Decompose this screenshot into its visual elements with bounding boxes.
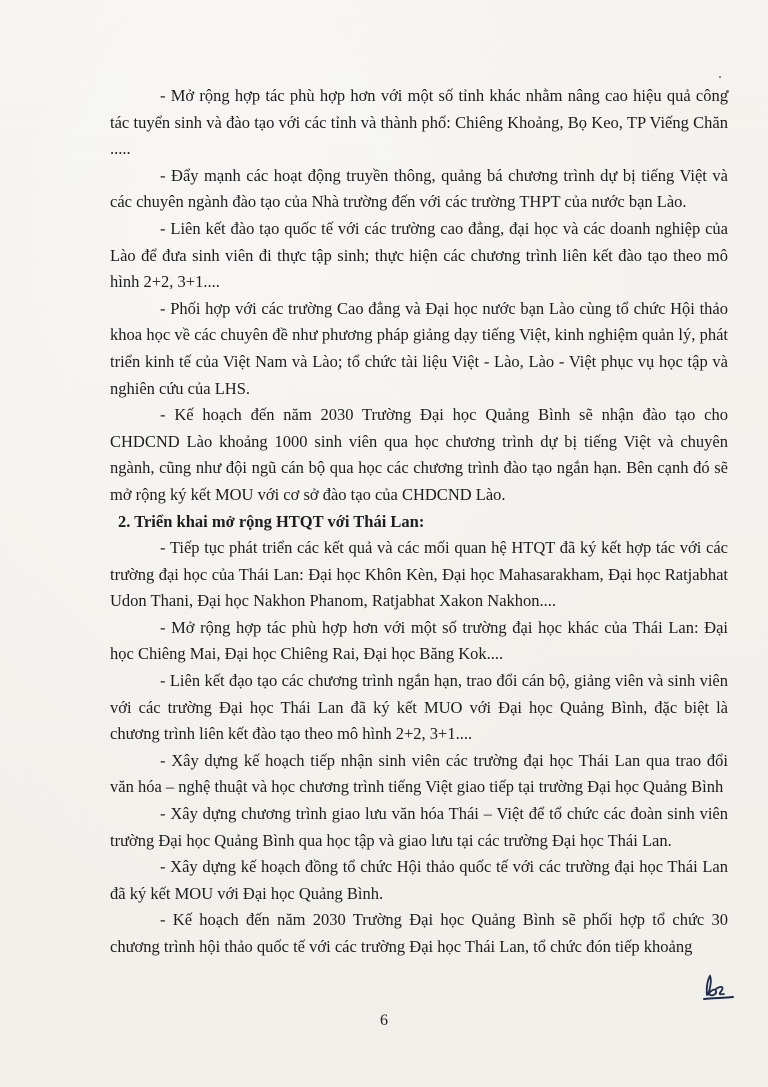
paragraph-laos-conference: - Phối hợp với các trường Cao đẳng và Đại học nước bạn Lào cùng tổ chức Hội thảo khoa học về các chuyên đề như phương pháp giảng dạy tiếng Việt, kinh nghiệm quản lý, phát triển kinh tế của Việt Nam và Lào; tổ chức tài liệu Việt - Lào, Lào - Việt phục vụ học tập và nghiên cứu của LHS. — [110, 298, 728, 398]
page-number: 6 — [380, 1012, 388, 1029]
paragraph-thailand-2030-plan: - Kế hoạch đến năm 2030 Trường Đại học Quảng Bình sẽ phối hợp tổ chức 30 chương trình hội thảo quốc tế với các trường Đại học Thái Lan, tổ chức đón tiếp khoảng — [110, 910, 728, 956]
paragraph-laos-provinces: - Mở rộng hợp tác phù hợp hơn với một số tỉnh khác nhằm nâng cao hiệu quả công tác tuyển sinh và đào tạo với các tỉnh và thành phố: Chiêng Khoảng, Bọ Keo, TP Viếng Chăn ..... — [110, 86, 728, 159]
paragraph-laos-intl-training: - Liên kết đào tạo quốc tế với các trường cao đẳng, đại học và các doanh nghiệp của Lào để đưa sinh viên đi thực tập sinh; thực hiện các chương trình liên kết đào tạo theo mô hình 2+2, 3+1.... — [110, 218, 728, 292]
paragraph-thailand-conference: - Xây dựng kế hoạch đồng tổ chức Hội thảo quốc tế với các trường đại học Thái Lan đã ký kết MOU với Đại học Quảng Bình. — [110, 857, 728, 903]
paragraph-thailand-cultural-exchange: - Xây dựng chương trình giao lưu văn hóa Thái – Việt để tổ chức các đoàn sinh viên trường Đại học Quảng Bình qua học tập và giao lưu tại các trường Đại học Thái Lan. — [110, 804, 728, 850]
paragraph-thailand-expand: - Mở rộng hợp tác phù hợp hơn với một số trường đại học khác của Thái Lan: Đại học Chiêng Mai, Đại học Chiêng Rai, Đại học Băng Kok.... — [110, 617, 728, 664]
paragraph-thailand-short-programs: - Liên kết đạo tạo các chương trình ngắn hạn, trao đổi cán bộ, giảng viên và sinh viên với các trường Đại học Thái Lan đã ký kết MUO với Đại học Quảng Bình, đặc biệt là chương trình liên kết đào tạo theo mô hình 2+2, 3+1.... — [110, 671, 728, 744]
section-heading-thailand: 2. Triển khai mở rộng HTQT với Thái Lan: — [118, 511, 425, 531]
scan-speck — [719, 76, 721, 78]
paragraph-thailand-continue: - Tiếp tục phát triển các kết quả và các mối quan hệ HTQT đã ký kết hợp tác với các trường đại học của Thái Lan: Đại học Khôn Kèn, Đại học Mahasarakham, Đại học Ratjabhat Udon Thani, Đại học Nakhon Phanom, Ratjabhat Xakon Nakhon.... — [110, 538, 728, 611]
paragraph-laos-2030-plan: - Kế hoạch đến năm 2030 Trường Đại học Quảng Bình sẽ nhận đào tạo cho CHDCND Lào khoảng 1000 sinh viên qua học chương trình dự bị tiếng Việt và chuyên ngành, cũng như đội ngũ cán bộ qua học các chương trình đào tạo ngắn hạn. Bên cạnh đó sẽ mở rộng ký kết MOU với cơ sở đào tạo của CHDCND Lào. — [110, 405, 728, 504]
document-body — [110, 83, 728, 961]
paragraph-thailand-student-exchange: - Xây dựng kế hoạch tiếp nhận sinh viên các trường đại học Thái Lan qua trao đổi văn hóa – nghệ thuật và học chương trình tiếng Việt giao tiếp tại trường Đại học Quảng Bình — [110, 750, 728, 797]
paragraph-laos-media: - Đẩy mạnh các hoạt động truyền thông, quảng bá chương trình dự bị tiếng Việt và các chuyên ngành đào tạo của Nhà trường đến với các trường THPT của nước bạn Lào. — [110, 165, 728, 212]
handwritten-initials — [701, 973, 735, 1003]
